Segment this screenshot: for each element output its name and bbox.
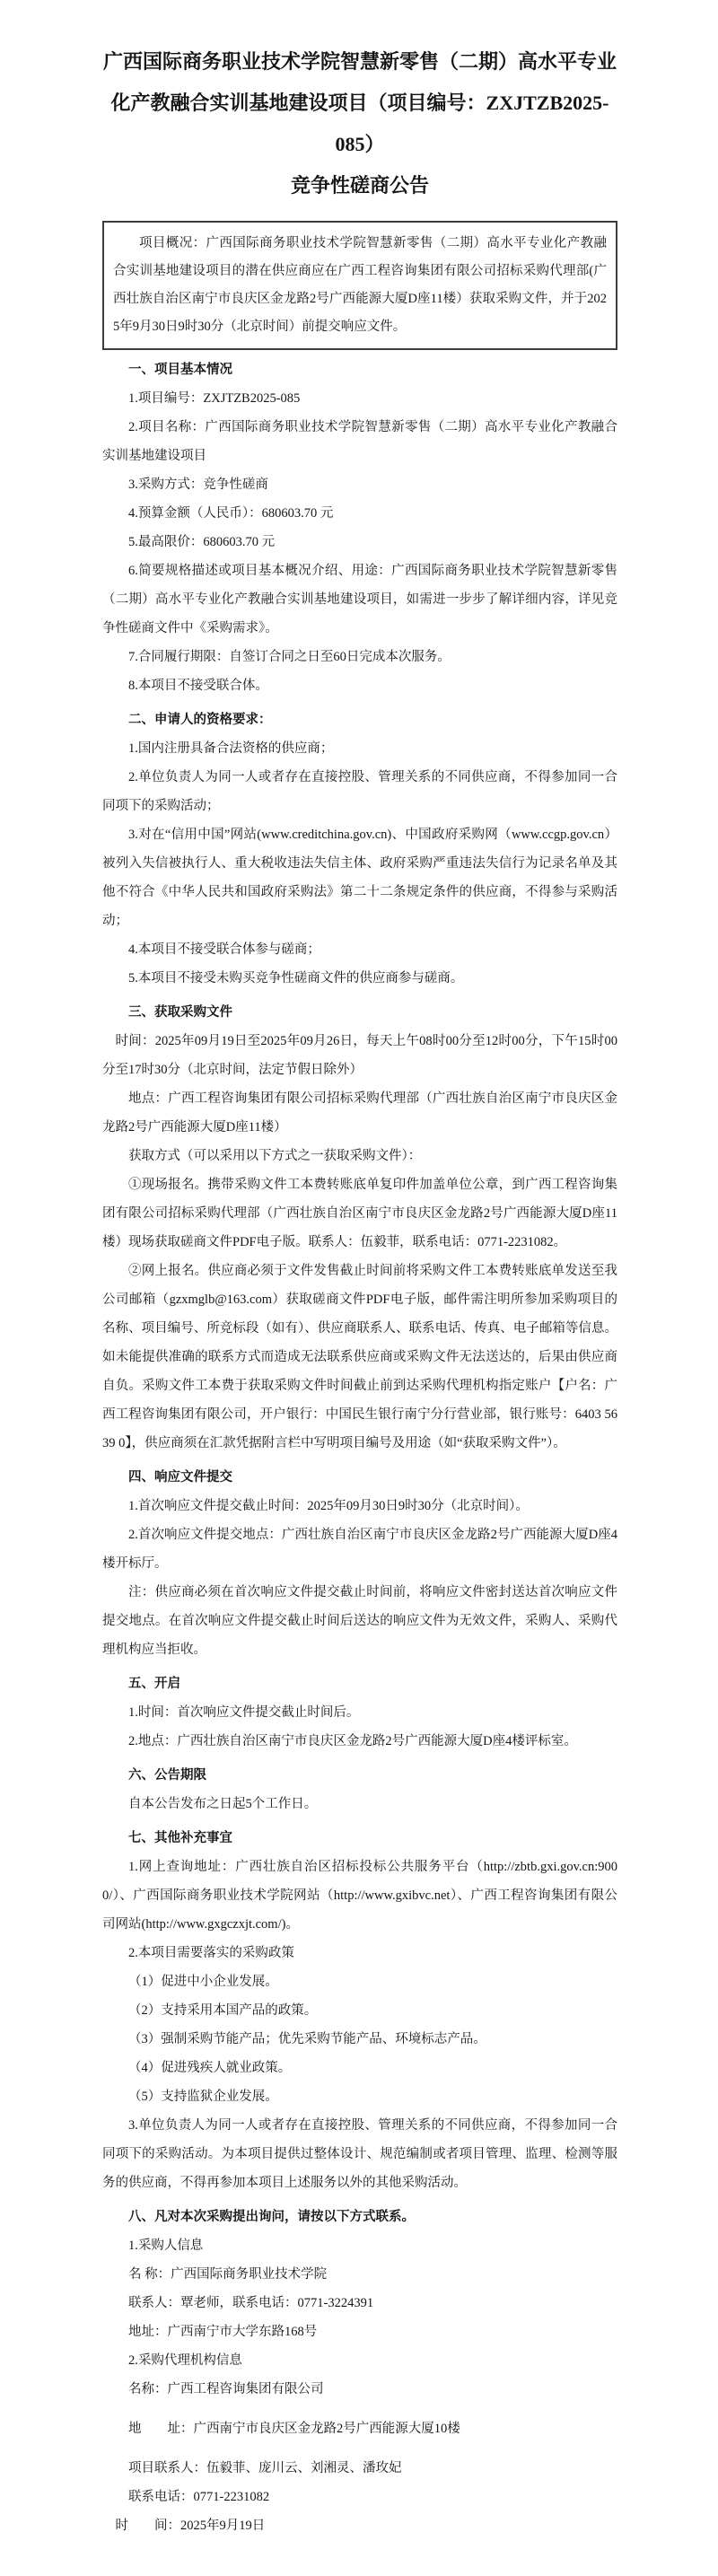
paragraph: 5.本项目不接受未购买竞争性磋商文件的供应商参与磋商。 — [128, 971, 464, 986]
paragraph: 5.最高限价：680603.70 元 — [128, 535, 276, 549]
paragraph: （5）支持监狱企业发展。 — [128, 2090, 278, 2104]
page-title-line-2: 化产教融合实训基地建设项目（项目编号：ZXJTZB2025-085） — [110, 92, 609, 155]
paragraph-purchaser-info-label: 1.采购人信息 — [128, 2239, 204, 2253]
paragraph-announcement-date: 时 间：2025年9月19日 — [115, 2519, 266, 2533]
paragraph: （1）促进中小企业发展。 — [128, 1975, 278, 1989]
project-overview-box: 项目概况：广西国际商务职业技术学院智慧新零售（二期）高水平专业化产教融合实训基地建设项目的潜在供应商应在广西工程咨询集团有限公司招标采购代理部(广西壮族自治区南宁市良庆区金龙路2号广西能源大厦D座11楼）获取采购文件，并于2025年9月30日9时30分（北京时间）前提交响应文件。 — [102, 221, 617, 350]
paragraph: 1.网上查询地址：广西壮族自治区招标投标公共服务平台（http://zbtb.gxi.gov.cn:9000/）、广西国际商务职业技术学院网站（http://www.gxibvc.net）、广西工程咨询集团有限公司网站(http://www.gxgczxjt.com/)。 — [102, 1860, 617, 1932]
section-heading: 五、开启 — [128, 1677, 180, 1691]
paragraph: 1.时间：首次响应文件提交截止时间后。 — [128, 1705, 360, 1720]
section-basic-info — [102, 355, 617, 700]
paragraph-purchaser-contact: 联系人：覃老师，联系电话：0771-3224391 — [128, 2296, 374, 2310]
paragraph: 3.对在“信用中国”网站(www.creditchina.gov.cn)、中国政府采购网（www.ccgp.gov.cn）被列入失信被执行人、重大税收违法失信主体、政府采购严重违法失信行为记录名单及其他不符合《中华人民共和国政府采购法》第二十二条规定条件的供应商，不得参与采购活动； — [102, 828, 617, 928]
paragraph: 自本公告发布之日起5个工作日。 — [128, 1797, 318, 1811]
paragraph: 注：供应商必须在首次响应文件提交截止时间前，将响应文件密封送达首次响应文件提交地点。在首次响应文件提交截止时间后送达的响应文件为无效文件，采购人、采购代理机构应当拒收。 — [102, 1585, 617, 1657]
paragraph: ①现场报名。携带采购文件工本费转账底单复印件加盖单位公章，到广西工程咨询集团有限公司招标采购代理部（广西壮族自治区南宁市良庆区金龙路2号广西能源大厦D座11楼）现场获取磋商文件PDF电子版。联系人：伍毅菲，联系电话：0771-2231082。 — [102, 1178, 617, 1249]
paragraph: （4）促进残疾人就业政策。 — [128, 2061, 292, 2075]
paragraph: 4.预算金额（人民币）：680603.70 元 — [128, 506, 334, 521]
section-heading: 七、其他补充事宜 — [128, 1831, 232, 1845]
paragraph: 7.合同履行期限：自签订合同之日至60日完成本次服务。 — [128, 650, 451, 664]
paragraph: （3）强制采购节能产品；优先采购节能产品、环境标志产品。 — [128, 2032, 486, 2046]
paragraph: 6.简要规格描述或项目基本概况介绍、用途：广西国际商务职业技术学院智慧新零售（二期）高水平专业化产教融合实训基地建设项目，如需进一步步了解详细内容，详见竞争性磋商文件中《采购需求》。 — [102, 564, 617, 635]
paragraph: ②网上报名。供应商必须于文件发售截止时间前将采购文件工本费转账底单发送至我公司邮箱（gzxmglb@163.com）获取磋商文件PDF电子版，邮件需注明所参加采购项目的名称、项目编号、所竞标段（如有）、供应商联系人、联系电话、传真、电子邮箱等信息。如未能提供准确的联系方式而造成无法联系供应商或采购文件无法送达的，后果由供应商自负。采购文件工本费于获取采购文件时间截止前到达采购代理机构指定账户【户名：广西工程咨询集团有限公司，开户银行：中国民生银行南宁分行营业部，银行账号：6403 5639 0】，供应商须在汇款凭据附言栏中写明项目编号及用途（如“获取采购文件”）。 — [102, 1264, 617, 1450]
section-heading: 六、公告期限 — [128, 1768, 206, 1783]
paragraph-agency-phone: 联系电话：0771-2231082 — [128, 2490, 270, 2504]
section-heading: 四、响应文件提交 — [128, 1470, 232, 1485]
paragraph: 地点：广西工程咨询集团有限公司招标采购代理部（广西壮族自治区南宁市良庆区金龙路2号广西能源大厦D座11楼） — [102, 1091, 617, 1135]
paragraph-agency-name: 名称：广西工程咨询集团有限公司 — [128, 2382, 324, 2396]
paragraph: 8.本项目不接受联合体。 — [128, 679, 268, 693]
paragraph: 2.本项目需要落实的采购政策 — [128, 1946, 294, 1960]
section-heading: 三、获取采购文件 — [128, 1005, 232, 1020]
section-other-matters — [102, 1824, 617, 2197]
paragraph: 1.项目编号：ZXJTZB2025-085 — [128, 391, 301, 406]
paragraph: 2.项目名称：广西国际商务职业技术学院智慧新零售（二期）高水平专业化产教融合实训基地建设项目 — [102, 420, 617, 463]
section-response-submission — [102, 1463, 617, 1664]
paragraph: 1.国内注册具备合法资格的供应商； — [128, 741, 334, 756]
section-contact-info — [102, 2203, 617, 2540]
section-heading: 一、项目基本情况 — [128, 363, 232, 377]
section-obtain-documents — [102, 998, 617, 1458]
paragraph-agency-address: 地 址：广西南宁市良庆区金龙路2号广西能源大厦10楼 — [128, 2422, 460, 2436]
section-announcement-period — [102, 1761, 617, 1818]
paragraph: 获取方式（可以采用以下方式之一获取采购文件）： — [128, 1149, 422, 1163]
paragraph-purchaser-address: 地址：广西南宁市大学东路168号 — [128, 2325, 318, 2339]
paragraph: 3.单位负责人为同一人或者存在直接控股、管理关系的不同供应商，不得参加同一合同项下的采购活动。为本项目提供过整体设计、规范编制或者项目管理、监理、检测等服务的供应商，不得再参加本项目上述服务以外的其他采购活动。 — [102, 2118, 617, 2190]
paragraph: （2）支持采用本国产品的政策。 — [128, 2003, 318, 2018]
page-title — [102, 41, 617, 206]
paragraph: 2.地点：广西壮族自治区南宁市良庆区金龙路2号广西能源大厦D座4楼评标室。 — [128, 1734, 577, 1748]
paragraph-agency-info-label: 2.采购代理机构信息 — [128, 2353, 242, 2368]
paragraph: 2.首次响应文件提交地点：广西壮族自治区南宁市良庆区金龙路2号广西能源大厦D座4楼开标厅。 — [102, 1528, 617, 1571]
paragraph-agency-contacts: 项目联系人：伍毅菲、庞川云、刘湘灵、潘玫妃 — [128, 2461, 402, 2475]
paragraph: 1.首次响应文件提交截止时间：2025年09月30日9时30分（北京时间）。 — [128, 1499, 529, 1513]
paragraph: 时间：2025年09月19日至2025年09月26日，每天上午08时00分至12时00分，下午15时00分至17时30分（北京时间，法定节假日除外） — [102, 1034, 617, 1077]
paragraph: 2.单位负责人为同一人或者存在直接控股、管理关系的不同供应商，不得参加同一合同项下的采购活动； — [102, 770, 617, 813]
paragraph: 3.采购方式：竞争性磋商 — [128, 478, 268, 492]
paragraph-purchaser-name: 名 称：广西国际商务职业技术学院 — [128, 2267, 328, 2282]
page-title-line-3: 竞争性磋商公告 — [290, 174, 429, 197]
page-title-line-1: 广西国际商务职业技术学院智慧新零售（二期）高水平专业 — [102, 50, 617, 73]
section-applicant-qualifications — [102, 705, 617, 993]
paragraph: 4.本项目不接受联合体参与磋商； — [128, 942, 320, 957]
section-heading: 二、申请人的资格要求： — [128, 713, 272, 727]
section-opening — [102, 1669, 617, 1756]
section-heading: 八、凡对本次采购提出询问，请按以下方式联系。 — [128, 2210, 415, 2224]
